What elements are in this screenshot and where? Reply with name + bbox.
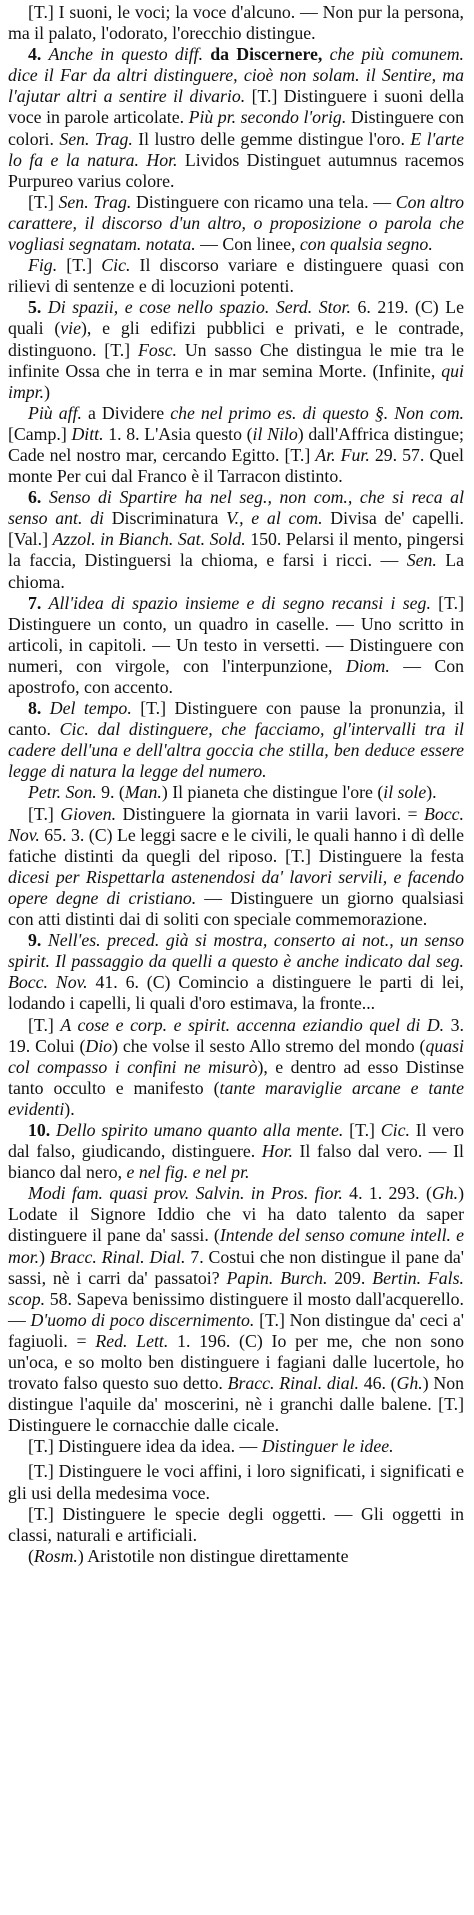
text-run: [T.] Distinguere un conto, un quadro in caselle. — Uno scritto in articoli, in capitoli. — Un testo in versetti. — Distinguere con numeri, con virgole, con l'interpunzione, — [8, 592, 465, 676]
text-run: 9. — [28, 930, 48, 951]
text-run: Più aff. — [28, 402, 82, 423]
text-run: ) — [44, 381, 50, 402]
text-run: Gh. — [431, 1183, 459, 1204]
text-run: ), e gli edifizi pubblici e privati, e le contrade, distinguono. [T.] — [8, 318, 464, 360]
text-run: Man. — [124, 782, 162, 803]
entry-paragraph-p4 — [8, 255, 464, 297]
text-run: Il falso dal vero. — Il bianco dal nero, — [8, 1141, 464, 1183]
text-run: Di spazii, e cose nello spazio. Serd. Stor. — [47, 297, 351, 318]
entry-paragraph-p5 — [8, 297, 464, 402]
text-run: Distinguere la giornata in varii lavori. = — [116, 803, 425, 824]
text-run: Divisa de' capelli. [Val.] — [8, 508, 464, 550]
text-run: Distinguere con ricamo una tela. — — [131, 191, 396, 212]
text-run: Del tempo. — [49, 698, 132, 719]
text-run: che più comunem. dice il Far da altri distinguere, cioè non solam. il Sentire, ma l'ajutar altri a sentire il divario. — [8, 44, 464, 107]
entry-paragraph-p6 — [8, 403, 464, 487]
text-run: ) Aristotile non distingue direttamente — [77, 1545, 349, 1566]
text-run: 150. Pelarsi il mento, pingersi la faccia, Distinguersi la chioma, e farsi i ricci. — — [8, 529, 465, 571]
text-run: [T.] Distinguere le specie degli oggetti. — Gli oggetti in classi, naturali e artificiali. — [8, 1503, 464, 1545]
text-run: Anche in questo diff. — [48, 44, 204, 65]
text-run: 6. 219. (C) Le quali ( — [8, 297, 464, 339]
text-run: E l'arte lo fa e la natura. Hor. — [8, 128, 464, 170]
text-run: [T.] Distinguere idea da idea. — — [28, 1436, 262, 1457]
text-run: dicesi per Rispettarla astenendosi da' lavori servili, e facendo opere degne di cristiano. — [8, 866, 464, 908]
text-run: ) dall'Affrica distingue; Cade nel nostro mar, cercando Egitto. [T.] — [8, 423, 464, 465]
text-run: Sen. Trag. — [59, 128, 133, 149]
entry-paragraph-p3 — [8, 192, 464, 255]
text-run: 9. ( — [96, 782, 125, 803]
text-run: [T.] — [343, 1119, 381, 1140]
text-run: 7. Costui che non distingue il pane da' sassi, nè i carri da' passatoi? — [8, 1246, 464, 1288]
entry-paragraph-p9 — [8, 698, 464, 782]
text-run: Nell'es. preced. già si mostra, conserto ai not., un senso spirit. Il passaggio da quelli a questo è anche indicato dal seg. Bocc. Nov. — [8, 930, 465, 993]
text-run: ). — [64, 1098, 75, 1119]
text-run: Modi fam. quasi prov. Salvin. in Pros. fior. — [28, 1183, 343, 1204]
text-run: 5. — [28, 297, 48, 318]
text-run: ( — [28, 1545, 34, 1566]
text-run: e nel fig. e nel pr. — [126, 1162, 250, 1183]
text-run: — Con apostrofo, con accento. — [8, 655, 464, 697]
text-run: Dello spirito umano quanto alla mente. — [56, 1119, 344, 1140]
entry-paragraph-p12 — [8, 930, 464, 1014]
text-run: ), e dentro ad esso Distinse tanto occulto e manifesto ( — [8, 1056, 464, 1098]
text-run: 1. 8. L'Asia questo ( — [103, 423, 253, 444]
text-run: 4. — [28, 44, 49, 65]
text-run: All'idea di spazio insieme e di segno recansi i seg. — [48, 592, 431, 613]
text-run: Bertin. Fals. scop. — [8, 1267, 464, 1309]
text-run: Ar. Fur. — [315, 444, 370, 465]
entry-paragraph-p19 — [8, 1546, 464, 1567]
text-run: ). — [426, 782, 437, 803]
text-run: Distinguere con colori. — [8, 107, 464, 149]
text-run: 8. — [28, 698, 50, 719]
entry-paragraph-p15 — [8, 1183, 464, 1436]
text-run: Distinguer le idee. — [261, 1436, 394, 1457]
text-run: Lividos Distinguet autumnus racemos Purpureo varius colore. — [8, 149, 464, 191]
text-run: vie — [60, 318, 82, 339]
text-run: Fosc. — [137, 339, 177, 360]
text-run: 46. ( — [358, 1373, 397, 1394]
text-run: Il vero dal falso, giudicando, distinguere. — [8, 1119, 464, 1162]
text-run: V., e al com. — [226, 508, 323, 529]
entry-paragraph-p14 — [8, 1120, 464, 1183]
text-run: Rosm. — [33, 1545, 78, 1566]
text-run: Ditt. — [71, 423, 104, 444]
entry-paragraph-p13 — [8, 1015, 464, 1120]
entry-paragraph-p10 — [8, 782, 464, 803]
text-run: 209. — [327, 1267, 373, 1288]
text-run: [T.] Non distingue da' ceci a' fagiuoli. = — [8, 1309, 464, 1351]
text-run: 10. — [28, 1119, 57, 1140]
text-run: ) Non distingue l'aquile da' moscerini, nè i granchi dalle balene. [T.] Distinguere le cornacchie dalle cicale. — [8, 1373, 464, 1436]
text-run: tante maraviglie arcane e tante evidenti — [8, 1077, 464, 1119]
entry-text-column — [8, 2, 464, 1567]
text-run: Petr. Son. — [28, 782, 97, 803]
text-run: con qualsia segno. — [299, 234, 433, 255]
entry-paragraph-p18 — [8, 1504, 464, 1546]
text-run: Più pr. secondo l'orig. — [188, 107, 347, 128]
text-run: La chioma. — [8, 550, 464, 592]
text-run: 41. 6. (C) Comincio a distinguere le parti di lei, lodando i capelli, li quali d'oro estimava, la fronte... — [8, 972, 464, 1014]
entry-paragraph-p16 — [8, 1436, 464, 1457]
text-run: [T.] — [28, 803, 61, 824]
text-run: 3. 19. Colui ( — [8, 1014, 464, 1056]
text-run: Papin. Burch. — [226, 1267, 328, 1288]
text-run: [T.] Distinguere i suoni della voce in parole articolate. — [8, 86, 464, 128]
text-run: Bracc. Rinal. dial. — [227, 1373, 359, 1394]
text-run: Azzol. in Bianch. Sat. Sold. — [52, 529, 246, 550]
text-run: 29. 57. Quel monte Per cui dal Franco è il Tarracon distinto. — [8, 444, 464, 487]
text-run: Con altro carattere, il discorso d'un altro, o proposizione o parola che vogliasi segnatam. notata. — [8, 191, 464, 255]
text-run: [T.] I suoni, le voci; la voce d'alcuno. — Non pur la persona, ma il palato, l'odorato, l'orecchio distingue. — [8, 2, 464, 44]
text-run: Dio — [85, 1035, 113, 1056]
text-run: A cose e corp. e spirit. accenna eziandio quel di D. — [60, 1014, 445, 1035]
text-run: [T.] Distinguere con pause la pronunzia, il canto. — [8, 698, 464, 740]
text-run: [T.] — [28, 1014, 61, 1035]
entry-paragraph-p17 — [8, 1461, 464, 1503]
text-run: Gh. — [396, 1373, 423, 1394]
text-run: a Dividere — [81, 402, 171, 423]
text-run: Il discorso variare e distinguere quasi con rilievi di sentenze e di locuzioni potenti. — [8, 255, 464, 297]
text-run: [T.] — [57, 255, 102, 276]
entry-paragraph-p7 — [8, 487, 464, 592]
text-run: Fig. — [28, 255, 58, 276]
text-run: D'uomo di poco discernimento. — [30, 1309, 255, 1330]
text-run: quasi col compasso i confini ne misurò — [8, 1035, 464, 1077]
text-run: Diom. — [345, 655, 390, 676]
text-run: Sen. — [406, 550, 437, 571]
text-run: ) Lodate il Signore Iddio che vi ha dato talento da saper distinguere il pane da' sassi. ( — [8, 1183, 464, 1246]
text-run: Senso di Spartire ha nel seg., non com., che si reca al senso ant. di — [8, 487, 465, 529]
text-run: ) che volse il sesto Allo stremo del mondo ( — [112, 1035, 426, 1056]
text-run: [T.] — [28, 191, 59, 212]
text-run: [T.] Distinguere le voci affini, i loro significati, i significati e gli usi della medesima voce. — [8, 1461, 464, 1503]
text-run: 58. Sapeva benissimo distinguere il mosto dall'acquerello. — — [8, 1288, 464, 1330]
text-run: Il lustro delle gemme distingue l'oro. — [132, 128, 411, 149]
text-run: [Camp.] — [8, 423, 72, 444]
text-run: ) — [39, 1246, 50, 1267]
text-run: Discriminatura — [103, 508, 227, 529]
text-run: da Discernere, — [203, 44, 330, 65]
text-run: il Nilo — [252, 423, 298, 444]
text-run: 4. 1. 293. ( — [342, 1183, 432, 1204]
text-run: — Distinguere un giorno qualsiasi con atti distinti dai di soliti con speciale commemorazione. — [8, 887, 464, 930]
text-run: Un sasso Che distingua le mie tra le infinite Ossa che in terra e in mar semina Morte. (Infinite, — [8, 339, 465, 381]
text-run: qui impr. — [8, 360, 464, 402]
text-run: Cic. dal distinguere, che facciamo, gl'intervalli tra il cadere dell'una e dell'altra goccia che stilla, ben deduce essere legge di natura la legge del numero. — [8, 719, 464, 782]
entry-paragraph-p1 — [8, 2, 464, 44]
entry-paragraph-p11 — [8, 804, 464, 931]
text-run: Bracc. Rinal. Dial. — [49, 1246, 186, 1267]
text-run: che nel primo es. di questo §. Non com. — [170, 402, 464, 423]
text-run: Bocc. Nov. — [8, 803, 464, 845]
text-run: 65. 3. (C) Le leggi sacre e le civili, le quali hanno i dì delle fatiche distinti da quegli del riposo. [T.] Distinguere la festa — [8, 824, 464, 866]
entry-paragraph-p2 — [8, 44, 464, 192]
text-run: il sole — [383, 782, 427, 803]
text-run: Sen. Trag. — [58, 191, 132, 212]
text-run: — Con linee, — [195, 234, 300, 255]
text-run: Intende del senso comune intell. e mor. — [8, 1225, 464, 1267]
text-run: Gioven. — [60, 803, 117, 824]
text-run: Cic. — [380, 1119, 410, 1140]
text-run: Hor. — [261, 1141, 293, 1162]
text-run: 7. — [28, 592, 49, 613]
text-run: 1. 196. (C) Io per me, che non sono un'oca, e so molto ben distinguere i fagiani dalle lucertole, ho trovato falso questo suo detto. — [8, 1330, 464, 1394]
entry-paragraph-p8 — [8, 593, 464, 698]
text-run: 6. — [28, 487, 49, 508]
text-run: Red. Lett. — [95, 1330, 169, 1351]
text-run: ) Il pianeta che distingue l'ore ( — [161, 782, 384, 803]
text-run: Cic. — [101, 255, 131, 276]
